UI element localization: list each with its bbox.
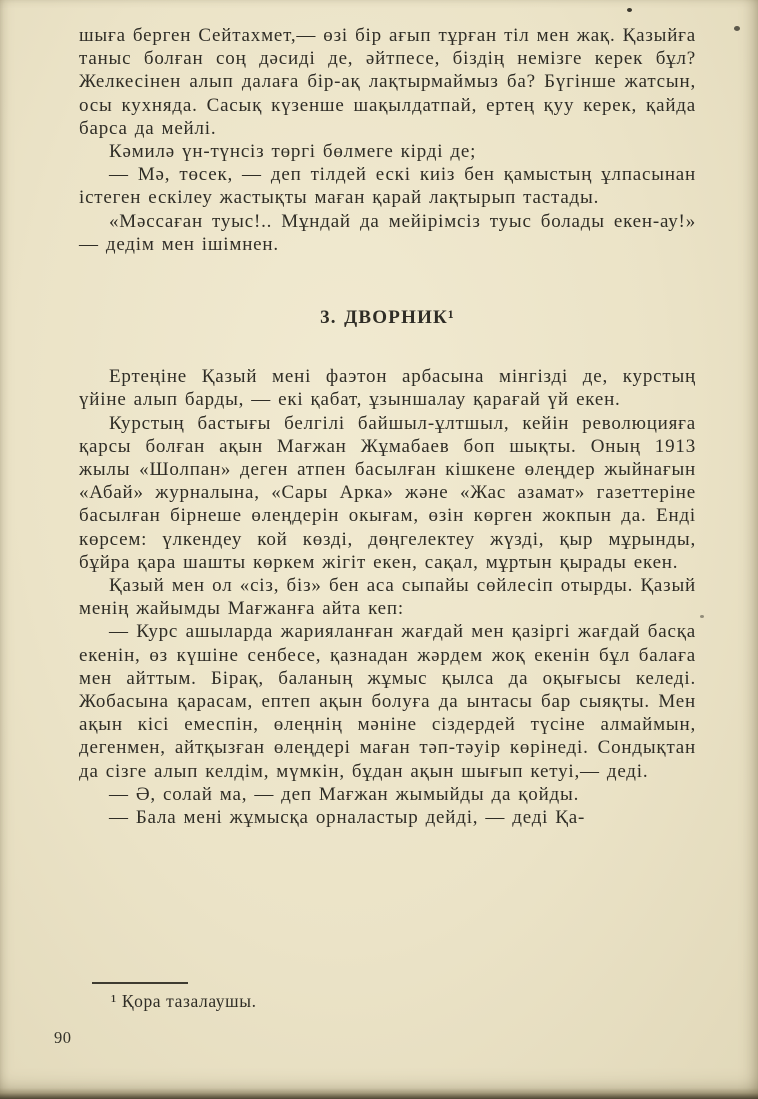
paragraph: — Бала мені жұмысқа орналастыр дейді, — деді Қа- bbox=[109, 807, 586, 829]
paragraph: Кәмилә үн-түнсіз төргі бөлмеге кірді де; bbox=[109, 141, 477, 163]
scan-speck bbox=[627, 8, 632, 12]
page-bottom-edge bbox=[0, 1088, 758, 1099]
paragraph: «Мәссаған туыс!.. Мұндай да мейірімсіз туыс болады екен-ау!» — дедім мен ішімнен. bbox=[79, 210, 696, 255]
page-number: 90 bbox=[54, 1028, 72, 1047]
paragraph: шыға берген Сейтахмет,— өзі бір ағып тұрған тіл мен жақ. Қазыйға таныс болған соң дәсиді де, әйтпесе, біздің немізге керек бұл? Желкесінен алып далаға бір-ақ лақтырмаймыз ба? Бүгінше жатсын, осы кухняда. Сасық күзенше шақылдатпай, ертең қуу керек, қайда барса да мейлі. bbox=[79, 25, 696, 139]
paragraph: Ертеңіне Қазый мені фаэтон арбасына мінгізді де, курстың үйіне алып барды, — екі қабат, ұзыншалау қарағай үй екен. bbox=[79, 366, 696, 411]
paragraph: — Мә, төсек, — деп тілдей ескі киіз бен қамыстың ұлпасынан істеген ескілеу жастықты маған қарай лақтырып тастады. bbox=[79, 164, 696, 209]
paragraph: Қазый мен ол «сіз, біз» бен аса сыпайы сөйлесіп отырды. Қазый менің жайымды Мағжанға айта кеп: bbox=[79, 575, 696, 620]
paragraph: — Ә, солай ма, — деп Мағжан жымыйды да қойды. bbox=[109, 783, 580, 805]
footnote-rule bbox=[92, 982, 188, 984]
text-block bbox=[79, 24, 696, 829]
footnote: ¹ Қора тазалаушы. bbox=[111, 991, 257, 1011]
paragraph: Курстың бастығы белгілі байшыл-ұлтшыл, кейін революцияға қарсы болған ақын Мағжан Жұмабаев боп шықты. Оның 1913 жылы «Шолпан» деген атпен басылған кішкене өлеңдер жыйнағын «Абай» журналына, «Сары Арка» және «Жас азамат» газеттеріне басылған бірнеше өлеңдерін окығам, өзін көрген жокпын да. Енді көрсем: үлкендеу кой көзді, дөңгелектеу жүзді, қыр мұрынды, бұйра қара шашты көркем жігіт екен, сақал, мұртын қырады екен. bbox=[79, 412, 696, 573]
scan-speck bbox=[700, 615, 704, 618]
footnote-block bbox=[79, 982, 479, 1012]
scan-speck bbox=[734, 26, 740, 31]
paragraph: — Курс ашыларда жарияланған жағдай мен қазіргі жағдай басқа екенін, өз күшіне сенбесе, қазнадан жәрдем жоқ екенін бұл балаға мен айттым. Бірақ, баланың жұмыс қылса да оқығысы келеді. Жобасына қарасам, ептеп ақын болуға да ынтасы бар сыяқты. Мен ақын кісі емеспін, өлеңнің мәніне сіздердей түсіне алмаймын, дегенмен, айтқызған өлеңдері маған тәп-тәуір көрінеді. Сондықтан да сізге алып келдім, мүмкін, бұдан ақын шығып кетуі,— деді. bbox=[79, 621, 696, 782]
section-heading: 3. ДВОРНИК¹ bbox=[320, 307, 455, 329]
